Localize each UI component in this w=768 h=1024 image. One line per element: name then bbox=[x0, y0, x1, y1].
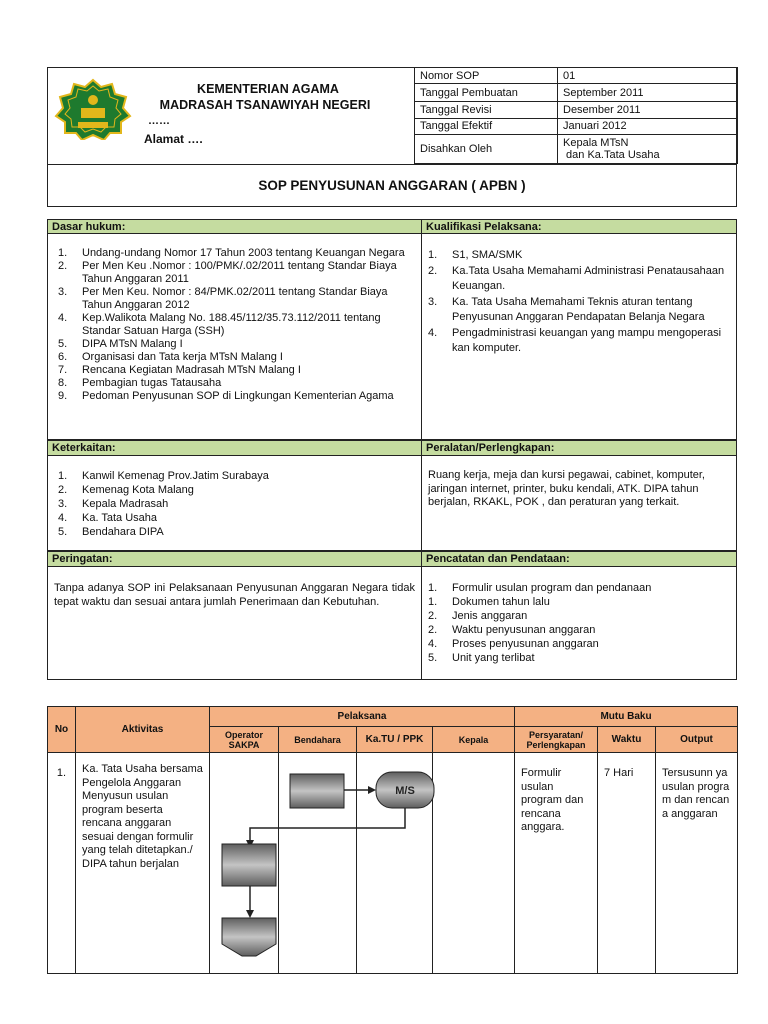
dasar-hukum-item bbox=[58, 377, 409, 390]
dasar-hukum-item bbox=[58, 364, 409, 377]
section-head-peringatan: Peringatan: bbox=[47, 551, 422, 567]
dasar-hukum-item-text: Kep.Walikota Malang No. 188.45/112/35.73.112/2011 tentang Standar Satuan Harga (SSH) bbox=[82, 312, 381, 337]
pencatatan-item-number: 1. bbox=[428, 582, 438, 594]
keterkaitan-item-number: 5. bbox=[58, 526, 68, 538]
keterkaitan-item bbox=[58, 525, 409, 539]
dasar-hukum-item bbox=[58, 286, 409, 312]
dasar-hukum-item-text: Organisasi dan Tata kerja MTsN Malang I bbox=[82, 351, 283, 363]
flowchart bbox=[210, 752, 442, 974]
dasar-hukum-item-text: Pembagian tugas Tatausaha bbox=[82, 377, 222, 389]
sub-header-persyaratan: Persyaratan/ Perlengkapan bbox=[515, 727, 598, 753]
dasar-hukum-item-number: 9. bbox=[58, 390, 68, 402]
dasar-hukum-item-text: Rencana Kegiatan Madrasah MTsN Malang I bbox=[82, 364, 301, 376]
pencatatan-item-number: 1. bbox=[428, 596, 438, 608]
pencatatan-item-number: 2. bbox=[428, 624, 438, 636]
pencatatan-item-number: 5. bbox=[428, 652, 438, 664]
pencatatan-item-text: Formulir usulan program dan pendanaan bbox=[452, 582, 652, 594]
sub-header-output: Output bbox=[656, 727, 738, 753]
keterkaitan-item-text: Ka. Tata Usaha bbox=[82, 512, 158, 524]
kualifikasi-item-text: Ka.Tata Usaha Memahami Administrasi Penatausahaan Keuangan. bbox=[452, 264, 725, 292]
kualifikasi-item bbox=[428, 248, 728, 264]
keterkaitan-item-number: 4. bbox=[58, 512, 68, 524]
keterkaitan-item-number: 3. bbox=[58, 498, 68, 510]
keterkaitan-item-text: Kepala Madrasah bbox=[82, 498, 169, 510]
keterkaitan-item bbox=[58, 511, 409, 525]
offpage-connector bbox=[222, 918, 276, 956]
org-address: Alamat …. bbox=[144, 132, 203, 146]
keterkaitan-item bbox=[58, 469, 409, 483]
keterkaitan-item-text: Kanwil Kemenag Prov.Jatim Surabaya bbox=[82, 470, 269, 482]
dasar-hukum-item-number: 8. bbox=[58, 377, 68, 389]
sub-header-katu: Ka.TU / PPK bbox=[357, 727, 433, 753]
meta-label-pembuatan: Tanggal Pembuatan bbox=[415, 84, 558, 102]
dasar-hukum-item bbox=[58, 390, 409, 403]
dasar-hukum-item bbox=[58, 247, 409, 260]
keterkaitan-item-number: 1. bbox=[58, 470, 68, 482]
section-head-keterkaitan: Keterkaitan: bbox=[47, 440, 422, 456]
keterkaitan-item bbox=[58, 483, 409, 497]
col-header-no: No bbox=[48, 707, 76, 753]
pencatatan-item bbox=[428, 651, 728, 665]
col-header-aktivitas: Aktivitas bbox=[76, 707, 210, 753]
pencatatan-item-text: Unit yang terlibat bbox=[452, 652, 535, 664]
dasar-hukum-item-text: Undang-undang Nomor 17 Tahun 2003 tentang Keuangan Negara bbox=[82, 247, 405, 259]
col-header-pelaksana: Pelaksana bbox=[210, 707, 515, 727]
keterkaitan-item-text: Kemenag Kota Malang bbox=[82, 484, 194, 496]
section-head-dasar-hukum: Dasar hukum: bbox=[47, 219, 422, 234]
dasar-hukum-item bbox=[58, 338, 409, 351]
meta-label-revisi: Tanggal Revisi bbox=[415, 102, 558, 118]
sub-header-waktu: Waktu bbox=[598, 727, 656, 753]
keterkaitan-item bbox=[58, 497, 409, 511]
arrow-right-icon bbox=[368, 786, 376, 794]
keterkaitan-body bbox=[47, 455, 422, 551]
kualifikasi-item-number: 4. bbox=[428, 326, 438, 339]
meta-value-pembuatan: September 2011 bbox=[558, 84, 738, 102]
section-head-kualifikasi: Kualifikasi Pelaksana: bbox=[421, 219, 737, 234]
kualifikasi-item-text: Ka. Tata Usaha Memahami Teknis aturan tentang Penyusunan Anggaran Pendapatan Belanja Negara bbox=[452, 295, 705, 323]
section-head-pencatatan: Pencatatan dan Pendataan: bbox=[421, 551, 737, 567]
dasar-hukum-item-number: 5. bbox=[58, 338, 68, 350]
pencatatan-item bbox=[428, 609, 728, 623]
row-aktivitas: Ka. Tata Usaha bersama Pengelola Anggaran Menyusun usulan program beserta rencana anggaran sesuai dengan formulir yang telah ditetapkan./ DIPA tahun berjalan bbox=[76, 753, 210, 974]
dasar-hukum-list bbox=[48, 233, 421, 403]
keterkaitan-item-number: 2. bbox=[58, 484, 68, 496]
dasar-hukum-item-text: DIPA MTsN Malang I bbox=[82, 338, 183, 350]
sub-header-operator: Operator SAKPA bbox=[210, 727, 279, 753]
process-box-operator bbox=[222, 844, 276, 886]
peralatan-text: Ruang kerja, meja dan kursi pegawai, cabinet, komputer, jaringan internet, printer, buku kendali, ATK. DIPA tahun berjalan, RKAKL, POK , dan peraturan yang terkait. bbox=[428, 469, 705, 508]
kualifikasi-item-number: 2. bbox=[428, 264, 438, 277]
dasar-hukum-item bbox=[58, 351, 409, 364]
kualifikasi-item bbox=[428, 295, 728, 326]
kualifikasi-item-text: Pengadministrasi keuangan yang mampu mengoperasi kan komputer. bbox=[452, 326, 722, 354]
dasar-hukum-item-number: 4. bbox=[58, 312, 68, 324]
sop-title: SOP PENYUSUNAN ANGGARAN ( APBN ) bbox=[258, 178, 526, 193]
row-no: 1. bbox=[48, 753, 76, 974]
kualifikasi-item-number: 3. bbox=[428, 295, 438, 308]
sop-meta-table bbox=[414, 67, 738, 164]
org-line-2: MADRASAH TSANAWIYAH NEGERI bbox=[159, 98, 371, 112]
meta-label-disahkan: Disahkan Oleh bbox=[415, 134, 558, 163]
kualifikasi-item-text: S1, SMA/SMK bbox=[452, 249, 523, 261]
process-box-bendahara bbox=[290, 774, 344, 808]
ms-label: M/S bbox=[395, 785, 415, 797]
meta-value-revisi: Desember 2011 bbox=[558, 102, 738, 118]
pencatatan-item-text: Jenis anggaran bbox=[452, 610, 528, 622]
pencatatan-item-text: Dokumen tahun lalu bbox=[452, 596, 550, 608]
meta-value-nomor: 01 bbox=[558, 68, 738, 84]
meta-label-efektif: Tanggal Efektif bbox=[415, 118, 558, 134]
dasar-hukum-item-number: 3. bbox=[58, 286, 68, 298]
row-waktu: 7 Hari bbox=[598, 753, 656, 974]
pencatatan-list bbox=[422, 566, 736, 665]
pencatatan-item bbox=[428, 581, 728, 595]
ministry-logo bbox=[54, 78, 132, 140]
dasar-hukum-item bbox=[58, 260, 409, 286]
dasar-hukum-item-number: 7. bbox=[58, 364, 68, 376]
section-head-peralatan: Peralatan/Perlengkapan: bbox=[421, 440, 737, 456]
flowchart-svg bbox=[210, 752, 442, 974]
peringatan-text: Tanpa adanya SOP ini Pelaksanaan Penyusunan Anggaran Negara tidak tepat waktu dan sesuai antara jumlah Penerimaan dan Kebutuhan. bbox=[54, 582, 415, 608]
org-line-3: …… bbox=[148, 115, 170, 127]
dasar-hukum-item-number: 1. bbox=[58, 247, 68, 259]
dasar-hukum-item-text: Per Men Keu. Nomor : 84/PMK.02/2011 tentang Standar Biaya Tahun Anggaran 2012 bbox=[82, 286, 388, 311]
pencatatan-item-number: 4. bbox=[428, 638, 438, 650]
dasar-hukum-item-text: Pedoman Penyusunan SOP di Lingkungan Kementerian Agama bbox=[82, 390, 394, 402]
ministry-logo-icon bbox=[54, 78, 132, 140]
dasar-hukum-body bbox=[47, 233, 422, 440]
peralatan-body bbox=[421, 455, 737, 551]
peringatan-body bbox=[47, 566, 422, 680]
pencatatan-item-number: 2. bbox=[428, 610, 438, 622]
dasar-hukum-item-text: Per Men Keu .Nomor : 100/PMK/.02/2011 tentang Standar Biaya Tahun Anggaran 2011 bbox=[82, 260, 397, 285]
meta-value-disahkan: Kepala MTsN dan Ka.Tata Usaha bbox=[558, 134, 738, 163]
pencatatan-item-text: Proses penyusunan anggaran bbox=[452, 638, 599, 650]
kualifikasi-body bbox=[421, 233, 737, 440]
meta-value-efektif: Januari 2012 bbox=[558, 118, 738, 134]
keterkaitan-list bbox=[48, 455, 421, 539]
pencatatan-body bbox=[421, 566, 737, 680]
kualifikasi-item-number: 1. bbox=[428, 249, 438, 261]
dasar-hukum-item bbox=[58, 312, 409, 338]
meta-label-nomor: Nomor SOP bbox=[415, 68, 558, 84]
dasar-hukum-item-number: 6. bbox=[58, 351, 68, 363]
dasar-hukum-item-number: 2. bbox=[58, 260, 68, 272]
pencatatan-item-text: Waktu penyusunan anggaran bbox=[452, 624, 596, 636]
header-block bbox=[47, 67, 737, 207]
pencatatan-item bbox=[428, 637, 728, 651]
pencatatan-item bbox=[428, 623, 728, 637]
kualifikasi-list bbox=[422, 233, 736, 357]
pencatatan-item bbox=[428, 595, 728, 609]
col-header-mutu-baku: Mutu Baku bbox=[515, 707, 738, 727]
kualifikasi-item bbox=[428, 264, 728, 295]
sub-header-kepala: Kepala bbox=[433, 727, 515, 753]
kualifikasi-item bbox=[428, 326, 728, 357]
arrow-down-icon bbox=[246, 910, 254, 918]
sub-header-bendahara: Bendahara bbox=[279, 727, 357, 753]
keterkaitan-item-text: Bendahara DIPA bbox=[82, 526, 164, 538]
row-output: Tersusunn ya usulan program dan rencana anggaran bbox=[656, 753, 738, 974]
org-line-1: KEMENTERIAN AGAMA bbox=[197, 82, 339, 96]
row-persyaratan: Formulir usulan program dan rencana anggara. bbox=[515, 753, 598, 974]
